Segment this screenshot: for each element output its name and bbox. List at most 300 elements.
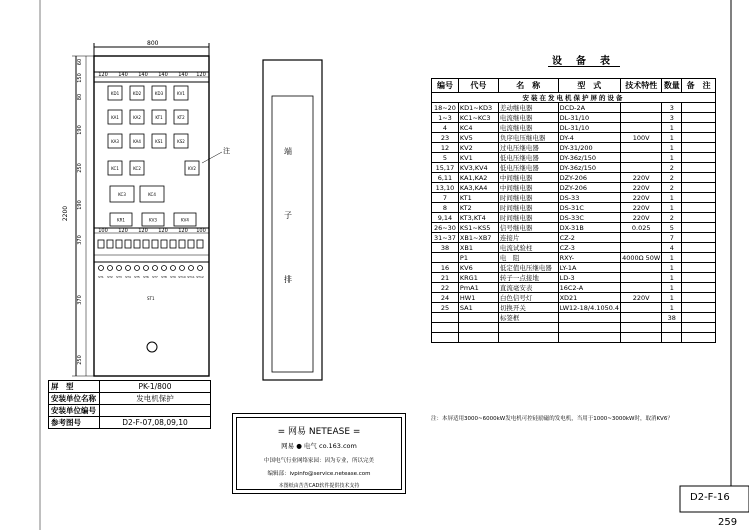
relay-kc2-label: KC2 [133,166,141,171]
table-cell [621,153,662,163]
table-cell: 13,10 [432,183,459,193]
table-row [432,193,716,203]
switch-circle [117,266,122,271]
table-cell: 23 [432,133,459,143]
table-row [432,333,716,343]
table-cell: 1 [662,193,682,203]
title-block-row [49,381,211,393]
netease-line1: 中国电气行业网络家园：因为专业，所以完美 [263,458,374,464]
title-block-row [49,417,211,429]
relay-ka1-label: KA1 [111,115,119,120]
small-block-label: ST10 [178,275,186,279]
table-cell: KT1 [458,193,498,203]
switch-circle [126,266,131,271]
switch-circle [162,266,167,271]
table-cell: KD1~KD3 [458,103,498,113]
switch-circle [153,266,158,271]
table-cell: 时间继电器 [498,203,558,213]
table-cell: 24 [432,293,459,303]
small-block-label: ST7 [152,275,158,279]
vertical-dim-label: 80 [77,93,83,101]
top-dim-label: 140 [118,72,128,78]
table-cell: 220V [621,213,662,223]
title-block-value [100,405,211,417]
small-block-label: ST9 [170,275,176,279]
terminal-char-2: 子 [284,211,292,220]
table-cell [682,243,716,253]
table-cell: 信号继电器 [498,223,558,233]
relay-ka3-label: KA3 [111,139,119,144]
table-cell: 26~30 [432,223,459,233]
table-cell [682,193,716,203]
table-cell [682,153,716,163]
switch-circle [180,266,185,271]
title-block-key: 安装单位名称 [49,393,100,405]
table-cell: 38 [662,313,682,323]
table-cell: 1 [662,123,682,133]
table-cell: 低定值电压继电器 [498,263,558,273]
table-cell [458,313,498,323]
table-cell: KT3,KT4 [458,213,498,223]
relay-ks1-label: KS1 [155,139,163,144]
equipment-table-column-header: 备 注 [682,79,716,93]
table-cell [432,313,459,323]
small-block-box [161,240,167,248]
table-cell: 2 [662,213,682,223]
table-cell: 4 [662,243,682,253]
top-dim-label: 140 [138,72,148,78]
table-cell: DY-31/200 [558,143,620,153]
title-block-value: PK-1/800 [100,381,211,393]
small-block-label: ST2 [107,275,113,279]
table-row [432,113,716,123]
table-cell: 220V [621,203,662,213]
vertical-dim-label: 370 [77,235,83,245]
table-cell [432,253,459,263]
equipment-table [431,78,716,343]
table-cell: 1 [662,303,682,313]
table-cell: DL-31/10 [558,113,620,123]
table-cell: CZ-2 [558,233,620,243]
table-cell [558,323,620,333]
table-cell [432,333,459,343]
relay-kd2-label: KD2 [132,91,142,96]
relay-kt1-label: KT1 [155,115,163,120]
table-cell [682,113,716,123]
table-cell: DS-31C [558,203,620,213]
relay-kr1-label: KR1 [117,217,125,223]
table-cell: 1 [662,273,682,283]
table-cell [558,313,620,323]
table-cell: 1 [662,203,682,213]
table-cell: KRG1 [458,273,498,283]
table-row [432,313,716,323]
table-cell: DX-31B [558,223,620,233]
table-cell: 8 [432,203,459,213]
relay-kv1-label: KV1 [177,91,185,96]
table-cell: 1 [662,283,682,293]
table-row [432,203,716,213]
netease-line2: 编辑部：ivpinfo@service.netease.com [267,471,371,477]
table-cell [458,333,498,343]
switch-circle [135,266,140,271]
table-cell: 38 [432,243,459,253]
netease-stamp [232,413,406,494]
table-cell: 过电压继电器 [498,143,558,153]
vertical-dim-label: 60 [77,58,83,66]
table-cell [682,213,716,223]
vertical-dim-label: 370 [77,295,83,305]
netease-line3: 本图纸由苦苦CAD软件提供技术支持 [278,483,360,489]
table-cell [621,143,662,153]
table-cell [682,253,716,263]
table-row [432,273,716,283]
equipment-note: 注：本屏适用3000~6000kW发电机可控硅励磁的发电机，当用于1000~3000kW时，取消KV6？ [431,416,673,422]
table-cell [682,143,716,153]
table-cell [662,333,682,343]
table-cell: 6,11 [432,173,459,183]
table-row [432,173,716,183]
table-cell: 连接片 [498,233,558,243]
small-block-box [107,240,113,248]
small-block-box [143,240,149,248]
table-cell: HW1 [458,293,498,303]
table-cell [621,333,662,343]
relay-ka2-label: KA2 [133,115,141,120]
table-cell: KV3,KV4 [458,163,498,173]
table-cell [621,103,662,113]
table-cell: DS-33C [558,213,620,223]
terminal-char-3: 排 [284,275,292,284]
bottom-dim-label: 120 [118,228,128,234]
table-row [432,253,716,263]
small-block-box [179,240,185,248]
bottom-dim-label: 120 [178,228,188,234]
table-row [432,183,716,193]
title-block-key: 安装单位编号 [49,405,100,417]
bottom-dim-label: 120 [158,228,168,234]
table-cell: 21 [432,273,459,283]
table-cell: KS1~KS5 [458,223,498,233]
table-cell [682,103,716,113]
vertical-dim-label: 250 [77,163,83,173]
equipment-table-column-header: 数量 [662,79,682,93]
table-cell: RXY- [558,253,620,263]
table-cell: 1 [662,143,682,153]
table-cell: SA1 [458,303,498,313]
table-cell: KC1~KC3 [458,113,498,123]
table-cell: 0.025 [621,223,662,233]
title-block-value: D2-F-07,08,09,10 [100,417,211,429]
table-cell: 3 [662,113,682,123]
table-cell [662,323,682,333]
table-row [432,103,716,113]
table-row [432,153,716,163]
small-block-label: ST4 [125,275,131,279]
table-cell: 4000Ω 50W [622,253,661,262]
table-row [432,123,716,133]
table-cell [621,283,662,293]
table-cell: 100V [621,133,662,143]
table-cell [682,313,716,323]
table-cell: 时间继电器 [498,193,558,203]
table-cell: 16C2-A [558,283,620,293]
table-cell: XD21 [558,293,620,303]
table-cell: 2 [662,163,682,173]
equipment-table-column-header: 代号 [458,79,498,93]
table-cell: DCD-2A [558,103,620,113]
terminal-strip-label [284,120,294,312]
table-cell: DY-4 [558,133,620,143]
small-block-label: ST12 [196,275,204,279]
equipment-table-subtitle: 安装在发电机保护屏的设备 [432,93,716,103]
table-cell: KV5 [458,133,498,143]
relay-kc4-label: KC4 [148,192,156,197]
relay-kd3-label: KD3 [154,91,164,96]
table-cell: 时间继电器 [498,213,558,223]
table-cell: 中间继电器 [498,173,558,183]
table-row [432,293,716,303]
netease-subtitle: 网易 ● 电气 co.163.com [281,442,357,450]
table-cell: 15,17 [432,163,459,173]
table-cell: KV2 [458,143,498,153]
relay-kt2-label: KT2 [177,115,185,120]
terminal-char-1: 端 [284,147,292,156]
equipment-table-title: 设 备 表 [552,56,612,67]
table-cell: 220V [621,183,662,193]
table-cell [682,163,716,173]
relay-kv3-label: KV3 [149,217,157,223]
table-row [432,283,716,293]
table-cell: 直流毫安表 [498,283,558,293]
switch-circle [144,266,149,271]
top-dim-label: 120 [98,72,108,78]
table-cell [682,293,716,303]
small-block-label: ST5 [134,275,140,279]
table-cell: 电 阻 [498,253,558,263]
table-cell: DZY-206 [558,183,620,193]
table-cell: 4 [432,123,459,133]
table-cell: XB1~XB7 [458,233,498,243]
equipment-table-column-header: 编号 [432,79,459,93]
vertical-dim-label: 190 [77,125,83,135]
table-cell: 1 [662,133,682,143]
small-block-box [152,240,158,248]
table-cell: KA3,KA4 [458,183,498,193]
table-cell: KC4 [458,123,498,133]
equipment-table-column-header: 名 称 [498,79,558,93]
table-cell: 低电压继电器 [498,163,558,173]
table-cell: 低电压继电器 [498,153,558,163]
table-cell [682,333,716,343]
table-cell [498,333,558,343]
table-cell: 7 [662,233,682,243]
table-cell: DY-36z/150 [558,153,620,163]
table-cell: 切换开关 [498,303,558,313]
switch-circle [171,266,176,271]
netease-title: = 网易 NETEASE = [277,427,361,437]
table-cell: 220V [621,173,662,183]
cabinet-height-label: 2200 [62,205,70,222]
table-cell [621,323,662,333]
table-cell: 12 [432,143,459,153]
relay-kv4-label: KV4 [181,217,189,223]
table-cell [682,233,716,243]
equipment-table-column-header: 技术特性 [621,79,662,93]
table-row [432,263,716,273]
table-cell: 负序电压继电器 [498,133,558,143]
table-cell: KV1 [458,153,498,163]
cabinet-annotation: 注 [223,147,230,155]
table-cell [682,273,716,283]
table-cell: 18~20 [432,103,459,113]
table-cell: 电流继电器 [498,113,558,123]
table-cell: 1 [662,263,682,273]
table-cell: 7 [432,193,459,203]
table-cell: 2 [662,183,682,193]
small-block-label: ST1 [98,275,104,279]
table-cell: CZ-3 [558,243,620,253]
table-cell: 标签框 [498,313,558,323]
table-cell [621,303,662,313]
table-cell: 电流继电器 [498,123,558,133]
table-cell: 25 [432,303,459,313]
table-cell [498,323,558,333]
relay-kc1-label: KC1 [111,166,119,171]
small-block-box [125,240,131,248]
equipment-table-column-header: 型 式 [558,79,620,93]
top-dim-label: 140 [178,72,188,78]
table-row [432,213,716,223]
table-cell [682,303,716,313]
table-cell: DZY-206 [558,173,620,183]
table-row [432,303,716,313]
small-block-box [134,240,140,248]
table-cell [621,233,662,243]
table-cell: 31~37 [432,233,459,243]
table-cell: 转子一点接地 [498,273,558,283]
table-cell: DS-33 [558,193,620,203]
table-row [432,243,716,253]
table-cell [621,163,662,173]
table-cell [621,123,662,133]
small-block-box [188,240,194,248]
table-cell: 1 [662,253,682,263]
title-block-key: 参考图号 [49,417,100,429]
table-cell [558,333,620,343]
small-block-box [116,240,122,248]
table-cell: KV6 [458,263,498,273]
switch-circle [189,266,194,271]
table-row [432,133,716,143]
cabinet-width-label: 800 [147,40,159,47]
title-block [48,380,211,429]
table-cell: 5 [662,223,682,233]
table-cell [621,273,662,283]
switch-circle [108,266,113,271]
table-cell: 220V [621,193,662,203]
table-cell: 5 [432,153,459,163]
table-cell: KT2 [458,203,498,213]
table-cell [458,323,498,333]
relay-kc3-label: KC3 [118,192,126,197]
page-number: 259 [718,517,738,528]
table-cell [621,313,662,323]
table-cell [621,113,662,123]
small-block-box [197,240,203,248]
table-cell: 中间继电器 [498,183,558,193]
small-block-label: ST3 [116,275,122,279]
relay-kd1-label: KD1 [110,91,120,96]
top-dim-label: 140 [158,72,168,78]
table-cell: PmA1 [458,283,498,293]
table-cell [682,283,716,293]
table-cell: KA1,KA2 [458,173,498,183]
vertical-dim-label: 150 [77,73,83,83]
bottom-dim-label: 100 [196,228,206,234]
table-row [432,323,716,333]
bottom-dim-label: 120 [138,228,148,234]
table-cell: 9,14 [432,213,459,223]
table-cell: 白色信号灯 [498,293,558,303]
table-cell: 16 [432,263,459,273]
top-dim-label: 120 [196,72,206,78]
table-cell [682,223,716,233]
table-cell [682,133,716,143]
title-block-row [49,393,211,405]
small-block-box [98,240,104,248]
table-row [432,143,716,153]
table-cell: 电流试验柱 [498,243,558,253]
netease-stamp-inner [236,417,402,490]
table-cell: 220V [621,293,662,303]
small-block-box [170,240,176,248]
table-cell: DY-36z/150 [558,163,620,173]
table-cell [682,123,716,133]
table-cell [682,183,716,193]
table-cell: LD-3 [558,273,620,283]
table-row [432,233,716,243]
table-cell: 22 [432,283,459,293]
vertical-dim-label: 190 [77,200,83,210]
table-cell [621,263,662,273]
table-cell: P1 [458,253,498,263]
relay-ka4-label: KA4 [133,139,141,144]
table-cell [432,323,459,333]
table-cell: LW12-18/4.1050.4 [559,303,620,312]
table-cell: XB1 [458,243,498,253]
equipment-table-subtitle-row [432,93,716,103]
switch-circle [198,266,203,271]
table-cell [682,173,716,183]
table-cell: 1~3 [432,113,459,123]
relay-ks2-label: KS2 [177,139,185,144]
table-cell [682,263,716,273]
drawing-code: D2-F-16 [690,492,730,503]
switch-circle [99,266,104,271]
title-block-value: 发电机保护 [100,393,211,405]
vertical-dim-label: 250 [77,355,83,365]
table-cell: 1 [662,153,682,163]
table-row [432,223,716,233]
equipment-title-underline [548,66,620,67]
small-block-label: ST8 [161,275,167,279]
equipment-table-header [432,79,716,93]
table-row [432,163,716,173]
table-cell [682,323,716,333]
table-cell: 1 [662,293,682,303]
table-cell: 2 [662,173,682,183]
